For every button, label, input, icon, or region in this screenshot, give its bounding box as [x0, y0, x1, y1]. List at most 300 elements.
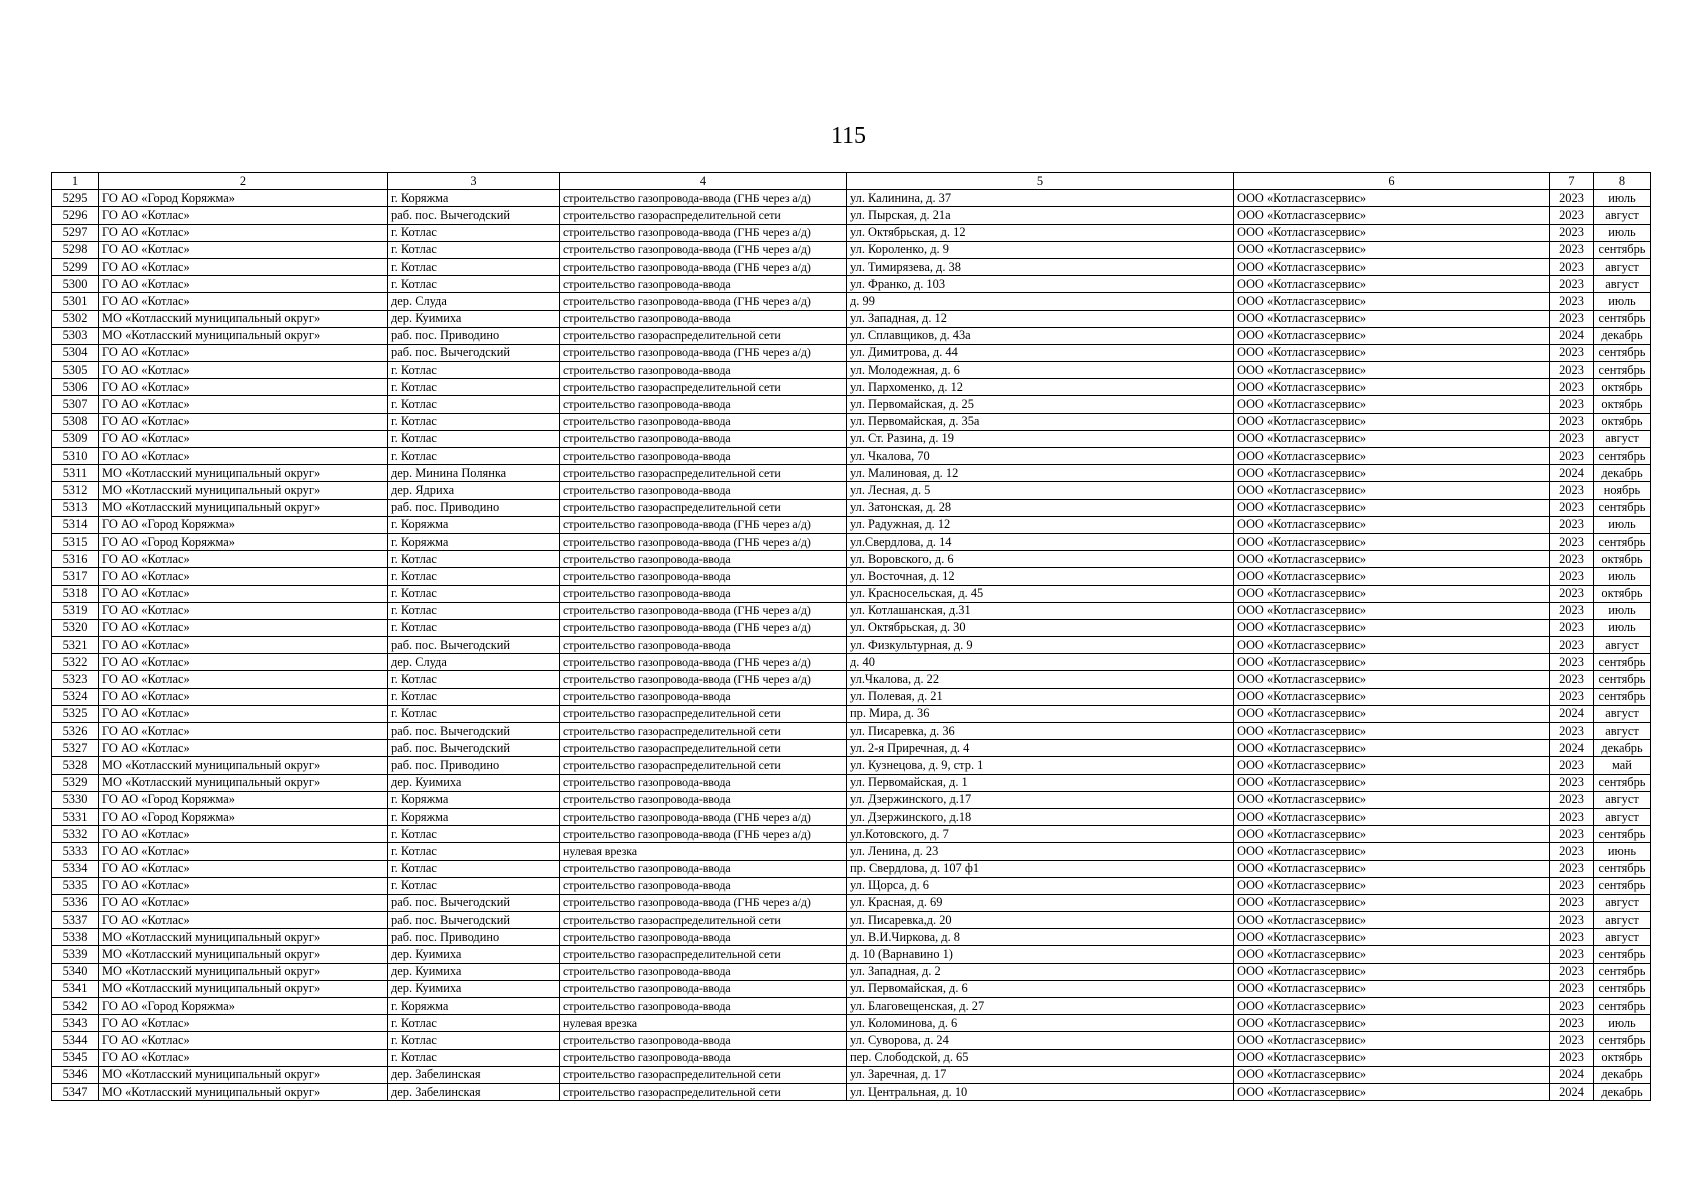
work-type-cell: строительство газопровода-ввода (ГНБ через а/д) [560, 602, 847, 619]
table-row [52, 413, 1651, 430]
work-type-cell: строительство газопровода-ввода (ГНБ через а/д) [560, 241, 847, 258]
settlement-cell: г. Котлас [388, 843, 560, 860]
settlement-cell: г. Коряжма [388, 998, 560, 1015]
table-row [52, 637, 1651, 654]
row-number-cell: 5313 [52, 499, 99, 516]
address-cell: ул. Франко, д. 103 [847, 276, 1234, 293]
work-type-cell: строительство газораспределительной сети [560, 723, 847, 740]
settlement-cell: раб. пос. Вычегодский [388, 894, 560, 911]
table-row [52, 224, 1651, 241]
month-cell: сентябрь [1594, 499, 1651, 516]
contractor-cell: ООО «Котласгазсервис» [1234, 190, 1550, 207]
address-cell: ул. Кузнецова, д. 9, стр. 1 [847, 757, 1234, 774]
contractor-cell: ООО «Котласгазсервис» [1234, 499, 1550, 516]
table-row [52, 602, 1651, 619]
address-cell: ул. Писаревка, д. 36 [847, 723, 1234, 740]
municipality-cell: МО «Котласский муниципальный округ» [99, 327, 388, 344]
table-row [52, 1083, 1651, 1100]
settlement-cell: дер. Куимиха [388, 980, 560, 997]
settlement-cell: дер. Куимиха [388, 963, 560, 980]
table-row [52, 894, 1651, 911]
year-cell: 2023 [1550, 894, 1594, 911]
work-type-cell: строительство газопровода-ввода (ГНБ через а/д) [560, 533, 847, 550]
work-type-cell: строительство газопровода-ввода [560, 551, 847, 568]
municipality-cell: ГО АО «Котлас» [99, 894, 388, 911]
contractor-cell: ООО «Котласгазсервис» [1234, 379, 1550, 396]
contractor-cell: ООО «Котласгазсервис» [1234, 413, 1550, 430]
contractor-cell: ООО «Котласгазсервис» [1234, 224, 1550, 241]
address-cell: ул. Димитрова, д. 44 [847, 344, 1234, 361]
row-number-cell: 5345 [52, 1049, 99, 1066]
year-cell: 2023 [1550, 568, 1594, 585]
municipality-cell: ГО АО «Город Коряжма» [99, 190, 388, 207]
table-row [52, 430, 1651, 447]
row-number-cell: 5339 [52, 946, 99, 963]
work-type-cell: строительство газораспределительной сети [560, 1083, 847, 1100]
table-row [52, 843, 1651, 860]
row-number-cell: 5311 [52, 465, 99, 482]
row-number-cell: 5338 [52, 929, 99, 946]
row-number-cell: 5321 [52, 637, 99, 654]
municipality-cell: ГО АО «Город Коряжма» [99, 516, 388, 533]
table-row [52, 654, 1651, 671]
work-type-cell: строительство газораспределительной сети [560, 1066, 847, 1083]
month-cell: сентябрь [1594, 448, 1651, 465]
municipality-cell: ГО АО «Котлас» [99, 602, 388, 619]
work-type-cell: строительство газораспределительной сети [560, 912, 847, 929]
work-type-cell: строительство газопровода-ввода [560, 980, 847, 997]
work-type-cell: нулевая врезка [560, 843, 847, 860]
row-number-cell: 5296 [52, 207, 99, 224]
address-cell: ул. Пырская, д. 21а [847, 207, 1234, 224]
month-cell: сентябрь [1594, 654, 1651, 671]
year-cell: 2023 [1550, 671, 1594, 688]
month-cell: сентябрь [1594, 344, 1651, 361]
municipality-cell: МО «Котласский муниципальный округ» [99, 310, 388, 327]
year-cell: 2023 [1550, 396, 1594, 413]
table-row [52, 619, 1651, 636]
row-number-cell: 5309 [52, 430, 99, 447]
address-cell: ул.Свердлова, д. 14 [847, 533, 1234, 550]
table-row [52, 1032, 1651, 1049]
settlement-cell: г. Котлас [388, 671, 560, 688]
contractor-cell: ООО «Котласгазсервис» [1234, 757, 1550, 774]
row-number-cell: 5308 [52, 413, 99, 430]
settlement-cell: г. Котлас [388, 688, 560, 705]
year-cell: 2023 [1550, 826, 1594, 843]
table-row [52, 705, 1651, 722]
work-type-cell: строительство газораспределительной сети [560, 465, 847, 482]
year-cell: 2023 [1550, 293, 1594, 310]
contractor-cell: ООО «Котласгазсервис» [1234, 671, 1550, 688]
contractor-cell: ООО «Котласгазсервис» [1234, 808, 1550, 825]
year-cell: 2023 [1550, 448, 1594, 465]
settlement-cell: дер. Куимиха [388, 310, 560, 327]
contractor-cell: ООО «Котласгазсервис» [1234, 344, 1550, 361]
address-cell: ул. Красная, д. 69 [847, 894, 1234, 911]
municipality-cell: ГО АО «Котлас» [99, 224, 388, 241]
row-number-cell: 5303 [52, 327, 99, 344]
address-cell: ул. Воровского, д. 6 [847, 551, 1234, 568]
month-cell: август [1594, 207, 1651, 224]
month-cell: октябрь [1594, 585, 1651, 602]
address-cell: ул. Короленко, д. 9 [847, 241, 1234, 258]
year-cell: 2023 [1550, 723, 1594, 740]
contractor-cell: ООО «Котласгазсервис» [1234, 877, 1550, 894]
year-cell: 2023 [1550, 362, 1594, 379]
contractor-cell: ООО «Котласгазсервис» [1234, 946, 1550, 963]
settlement-cell: г. Коряжма [388, 791, 560, 808]
row-number-cell: 5304 [52, 344, 99, 361]
year-cell: 2023 [1550, 877, 1594, 894]
municipality-cell: ГО АО «Котлас» [99, 430, 388, 447]
work-type-cell: строительство газопровода-ввода [560, 929, 847, 946]
month-cell: сентябрь [1594, 946, 1651, 963]
column-header: 8 [1594, 173, 1651, 190]
gasification-schedule-table [51, 172, 1651, 1101]
table-body [52, 190, 1651, 1101]
municipality-cell: ГО АО «Котлас» [99, 448, 388, 465]
table-row [52, 946, 1651, 963]
municipality-cell: ГО АО «Город Коряжма» [99, 808, 388, 825]
work-type-cell: строительство газопровода-ввода [560, 482, 847, 499]
year-cell: 2023 [1550, 516, 1594, 533]
month-cell: май [1594, 757, 1651, 774]
row-number-cell: 5306 [52, 379, 99, 396]
work-type-cell: строительство газопровода-ввода [560, 448, 847, 465]
table-row [52, 379, 1651, 396]
row-number-cell: 5317 [52, 568, 99, 585]
settlement-cell: г. Котлас [388, 860, 560, 877]
month-cell: июнь [1594, 843, 1651, 860]
year-cell: 2023 [1550, 258, 1594, 275]
table-row [52, 671, 1651, 688]
table-row [52, 723, 1651, 740]
settlement-cell: г. Коряжма [388, 808, 560, 825]
month-cell: декабрь [1594, 1083, 1651, 1100]
row-number-cell: 5312 [52, 482, 99, 499]
settlement-cell: дер. Минина Полянка [388, 465, 560, 482]
settlement-cell: раб. пос. Вычегодский [388, 344, 560, 361]
month-cell: сентябрь [1594, 877, 1651, 894]
settlement-cell: г. Коряжма [388, 516, 560, 533]
contractor-cell: ООО «Котласгазсервис» [1234, 327, 1550, 344]
work-type-cell: строительство газопровода-ввода (ГНБ через а/д) [560, 224, 847, 241]
table-row [52, 740, 1651, 757]
contractor-cell: ООО «Котласгазсервис» [1234, 774, 1550, 791]
contractor-cell: ООО «Котласгазсервис» [1234, 516, 1550, 533]
settlement-cell: дер. Слуда [388, 293, 560, 310]
contractor-cell: ООО «Котласгазсервис» [1234, 293, 1550, 310]
contractor-cell: ООО «Котласгазсервис» [1234, 843, 1550, 860]
work-type-cell: строительство газопровода-ввода (ГНБ через а/д) [560, 808, 847, 825]
contractor-cell: ООО «Котласгазсервис» [1234, 723, 1550, 740]
settlement-cell: раб. пос. Приводино [388, 327, 560, 344]
settlement-cell: г. Котлас [388, 585, 560, 602]
municipality-cell: МО «Котласский муниципальный округ» [99, 963, 388, 980]
row-number-cell: 5297 [52, 224, 99, 241]
municipality-cell: ГО АО «Котлас» [99, 362, 388, 379]
settlement-cell: г. Котлас [388, 1049, 560, 1066]
year-cell: 2023 [1550, 499, 1594, 516]
year-cell: 2023 [1550, 602, 1594, 619]
year-cell: 2023 [1550, 774, 1594, 791]
year-cell: 2023 [1550, 929, 1594, 946]
table-row [52, 241, 1651, 258]
month-cell: сентябрь [1594, 533, 1651, 550]
settlement-cell: раб. пос. Приводино [388, 757, 560, 774]
municipality-cell: МО «Котласский муниципальный округ» [99, 482, 388, 499]
month-cell: декабрь [1594, 1066, 1651, 1083]
table-row [52, 877, 1651, 894]
work-type-cell: строительство газораспределительной сети [560, 757, 847, 774]
address-cell: ул. Октябрьская, д. 12 [847, 224, 1234, 241]
settlement-cell: раб. пос. Приводино [388, 929, 560, 946]
contractor-cell: ООО «Котласгазсервис» [1234, 241, 1550, 258]
month-cell: декабрь [1594, 327, 1651, 344]
year-cell: 2023 [1550, 482, 1594, 499]
month-cell: июль [1594, 619, 1651, 636]
address-cell: ул. Суворова, д. 24 [847, 1032, 1234, 1049]
municipality-cell: ГО АО «Котлас» [99, 654, 388, 671]
work-type-cell: строительство газораспределительной сети [560, 207, 847, 224]
table-row [52, 258, 1651, 275]
address-cell: ул. Радужная, д. 12 [847, 516, 1234, 533]
row-number-cell: 5337 [52, 912, 99, 929]
table-row [52, 448, 1651, 465]
settlement-cell: г. Котлас [388, 705, 560, 722]
work-type-cell: строительство газопровода-ввода (ГНБ через а/д) [560, 190, 847, 207]
municipality-cell: ГО АО «Котлас» [99, 826, 388, 843]
work-type-cell: строительство газопровода-ввода [560, 310, 847, 327]
contractor-cell: ООО «Котласгазсервис» [1234, 980, 1550, 997]
municipality-cell: ГО АО «Котлас» [99, 344, 388, 361]
settlement-cell: г. Котлас [388, 241, 560, 258]
year-cell: 2023 [1550, 963, 1594, 980]
row-number-cell: 5318 [52, 585, 99, 602]
month-cell: сентябрь [1594, 980, 1651, 997]
work-type-cell: строительство газопровода-ввода [560, 860, 847, 877]
year-cell: 2023 [1550, 860, 1594, 877]
year-cell: 2023 [1550, 585, 1594, 602]
month-cell: август [1594, 430, 1651, 447]
year-cell: 2023 [1550, 946, 1594, 963]
year-cell: 2023 [1550, 533, 1594, 550]
work-type-cell: строительство газораспределительной сети [560, 327, 847, 344]
work-type-cell: строительство газопровода-ввода [560, 276, 847, 293]
year-cell: 2024 [1550, 740, 1594, 757]
year-cell: 2023 [1550, 619, 1594, 636]
contractor-cell: ООО «Котласгазсервис» [1234, 654, 1550, 671]
municipality-cell: МО «Котласский муниципальный округ» [99, 929, 388, 946]
month-cell: сентябрь [1594, 241, 1651, 258]
row-number-cell: 5295 [52, 190, 99, 207]
row-number-cell: 5347 [52, 1083, 99, 1100]
address-cell: ул. Полевая, д. 21 [847, 688, 1234, 705]
work-type-cell: строительство газопровода-ввода [560, 1032, 847, 1049]
work-type-cell: строительство газопровода-ввода [560, 774, 847, 791]
row-number-cell: 5327 [52, 740, 99, 757]
year-cell: 2023 [1550, 654, 1594, 671]
row-number-cell: 5331 [52, 808, 99, 825]
municipality-cell: ГО АО «Котлас» [99, 258, 388, 275]
month-cell: декабрь [1594, 740, 1651, 757]
year-cell: 2023 [1550, 241, 1594, 258]
municipality-cell: ГО АО «Котлас» [99, 413, 388, 430]
column-header: 5 [847, 173, 1234, 190]
year-cell: 2023 [1550, 808, 1594, 825]
work-type-cell: строительство газопровода-ввода [560, 413, 847, 430]
year-cell: 2023 [1550, 1049, 1594, 1066]
address-cell: ул. Центральная, д. 10 [847, 1083, 1234, 1100]
municipality-cell: ГО АО «Котлас» [99, 396, 388, 413]
column-header: 1 [52, 173, 99, 190]
work-type-cell: строительство газораспределительной сети [560, 499, 847, 516]
month-cell: июль [1594, 190, 1651, 207]
contractor-cell: ООО «Котласгазсервис» [1234, 791, 1550, 808]
year-cell: 2023 [1550, 344, 1594, 361]
table-row [52, 808, 1651, 825]
row-number-cell: 5302 [52, 310, 99, 327]
month-cell: июль [1594, 602, 1651, 619]
contractor-cell: ООО «Котласгазсервис» [1234, 207, 1550, 224]
table-row [52, 482, 1651, 499]
municipality-cell: ГО АО «Котлас» [99, 723, 388, 740]
table-row [52, 1066, 1651, 1083]
row-number-cell: 5344 [52, 1032, 99, 1049]
row-number-cell: 5320 [52, 619, 99, 636]
municipality-cell: ГО АО «Город Коряжма» [99, 791, 388, 808]
address-cell: пр. Мира, д. 36 [847, 705, 1234, 722]
work-type-cell: строительство газопровода-ввода [560, 791, 847, 808]
settlement-cell: г. Котлас [388, 224, 560, 241]
table-row [52, 826, 1651, 843]
year-cell: 2023 [1550, 190, 1594, 207]
row-number-cell: 5346 [52, 1066, 99, 1083]
year-cell: 2024 [1550, 1083, 1594, 1100]
work-type-cell: строительство газопровода-ввода [560, 963, 847, 980]
address-cell: ул. Писаревка,д. 20 [847, 912, 1234, 929]
year-cell: 2023 [1550, 379, 1594, 396]
contractor-cell: ООО «Котласгазсервис» [1234, 826, 1550, 843]
table-row [52, 929, 1651, 946]
page-number: 115 [830, 123, 867, 149]
address-cell: ул. Ст. Разина, д. 19 [847, 430, 1234, 447]
address-cell: ул. Первомайская, д. 35а [847, 413, 1234, 430]
month-cell: октябрь [1594, 551, 1651, 568]
year-cell: 2024 [1550, 1066, 1594, 1083]
address-cell: ул. 2-я Приречная, д. 4 [847, 740, 1234, 757]
month-cell: июль [1594, 1015, 1651, 1032]
month-cell: сентябрь [1594, 963, 1651, 980]
table-row [52, 499, 1651, 516]
month-cell: сентябрь [1594, 774, 1651, 791]
settlement-cell: дер. Куимиха [388, 774, 560, 791]
table-row [52, 276, 1651, 293]
contractor-cell: ООО «Котласгазсервис» [1234, 551, 1550, 568]
municipality-cell: МО «Котласский муниципальный округ» [99, 757, 388, 774]
work-type-cell: строительство газопровода-ввода [560, 362, 847, 379]
column-header: 7 [1550, 173, 1594, 190]
month-cell: август [1594, 929, 1651, 946]
settlement-cell: дер. Забелинская [388, 1066, 560, 1083]
settlement-cell: г. Котлас [388, 362, 560, 379]
work-type-cell: строительство газопровода-ввода (ГНБ через а/д) [560, 671, 847, 688]
work-type-cell: строительство газораспределительной сети [560, 740, 847, 757]
month-cell: август [1594, 912, 1651, 929]
address-cell: ул. Калинина, д. 37 [847, 190, 1234, 207]
table-row [52, 998, 1651, 1015]
table-row [52, 293, 1651, 310]
municipality-cell: ГО АО «Котлас» [99, 860, 388, 877]
address-cell: д. 40 [847, 654, 1234, 671]
table-row [52, 344, 1651, 361]
address-cell: ул. Пархоменко, д. 12 [847, 379, 1234, 396]
settlement-cell: раб. пос. Приводино [388, 499, 560, 516]
address-cell: ул. Первомайская, д. 1 [847, 774, 1234, 791]
month-cell: июль [1594, 516, 1651, 533]
settlement-cell: г. Котлас [388, 258, 560, 275]
year-cell: 2023 [1550, 310, 1594, 327]
row-number-cell: 5328 [52, 757, 99, 774]
row-number-cell: 5316 [52, 551, 99, 568]
municipality-cell: ГО АО «Котлас» [99, 276, 388, 293]
address-cell: ул. В.И.Чиркова, д. 8 [847, 929, 1234, 946]
contractor-cell: ООО «Котласгазсервис» [1234, 688, 1550, 705]
row-number-cell: 5310 [52, 448, 99, 465]
row-number-cell: 5301 [52, 293, 99, 310]
address-cell: ул.Чкалова, д. 22 [847, 671, 1234, 688]
table-row [52, 860, 1651, 877]
table-row [52, 1015, 1651, 1032]
work-type-cell: строительство газопровода-ввода (ГНБ через а/д) [560, 293, 847, 310]
address-cell: ул. Восточная, д. 12 [847, 568, 1234, 585]
municipality-cell: ГО АО «Город Коряжма» [99, 998, 388, 1015]
settlement-cell: г. Котлас [388, 826, 560, 843]
municipality-cell: МО «Котласский муниципальный округ» [99, 1066, 388, 1083]
contractor-cell: ООО «Котласгазсервис» [1234, 1083, 1550, 1100]
contractor-cell: ООО «Котласгазсервис» [1234, 1066, 1550, 1083]
year-cell: 2023 [1550, 1015, 1594, 1032]
contractor-cell: ООО «Котласгазсервис» [1234, 258, 1550, 275]
month-cell: октябрь [1594, 379, 1651, 396]
settlement-cell: г. Котлас [388, 619, 560, 636]
address-cell: ул. Затонская, д. 28 [847, 499, 1234, 516]
municipality-cell: ГО АО «Котлас» [99, 619, 388, 636]
settlement-cell: раб. пос. Вычегодский [388, 723, 560, 740]
settlement-cell: г. Котлас [388, 396, 560, 413]
settlement-cell: дер. Куимиха [388, 946, 560, 963]
address-cell: ул. Заречная, д. 17 [847, 1066, 1234, 1083]
month-cell: сентябрь [1594, 1032, 1651, 1049]
table-row [52, 585, 1651, 602]
contractor-cell: ООО «Котласгазсервис» [1234, 276, 1550, 293]
contractor-cell: ООО «Котласгазсервис» [1234, 894, 1550, 911]
municipality-cell: ГО АО «Котлас» [99, 379, 388, 396]
table-row [52, 533, 1651, 550]
row-number-cell: 5298 [52, 241, 99, 258]
municipality-cell: МО «Котласский муниципальный округ» [99, 980, 388, 997]
settlement-cell: раб. пос. Вычегодский [388, 637, 560, 654]
table-row [52, 1049, 1651, 1066]
row-number-cell: 5340 [52, 963, 99, 980]
year-cell: 2023 [1550, 1032, 1594, 1049]
year-cell: 2023 [1550, 980, 1594, 997]
table-row [52, 757, 1651, 774]
work-type-cell: строительство газопровода-ввода [560, 585, 847, 602]
contractor-cell: ООО «Котласгазсервис» [1234, 860, 1550, 877]
municipality-cell: ГО АО «Котлас» [99, 241, 388, 258]
